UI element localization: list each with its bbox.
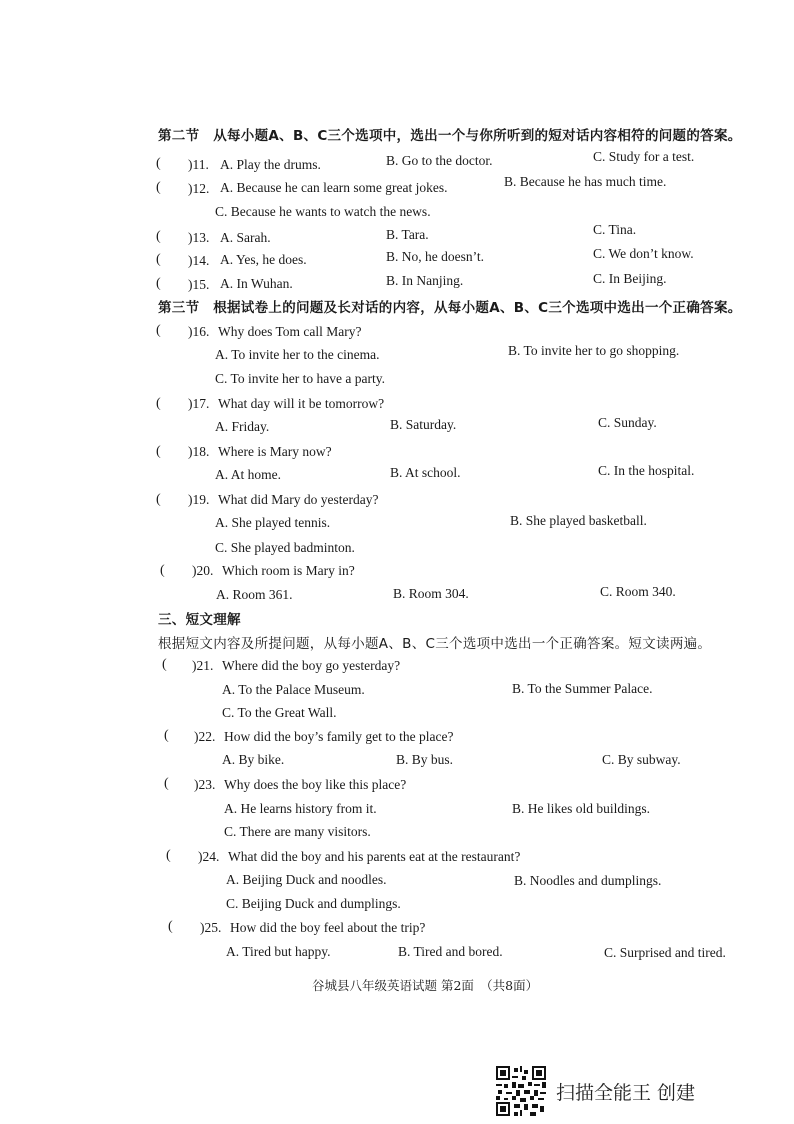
option-c: C. Because he wants to watch the news.: [215, 204, 431, 219]
option-a: A. Beijing Duck and noodles.: [226, 872, 387, 887]
question-text: What did the boy and his parents eat at the restaurant?: [228, 849, 521, 864]
question-text: Where is Mary now?: [218, 444, 332, 459]
option-a: A. Tired but happy.: [226, 944, 331, 959]
option-b: B. Tired and bored.: [398, 944, 503, 959]
option-c: C. We don’t know.: [593, 246, 694, 261]
option-b: B. He likes old buildings.: [512, 801, 650, 816]
option-c: C. There are many visitors.: [224, 824, 371, 839]
question-number: )20.: [192, 563, 214, 578]
option-a: A. Play the drums.: [220, 157, 321, 172]
question-text: Why does Tom call Mary?: [218, 324, 362, 339]
question-text: )16.: [188, 324, 210, 339]
question-number: )22.: [194, 729, 216, 744]
section-2-heading: 第二节 从每小题A、B、C三个选项中，选出一个与你所听到的短对话内容相符的问题的答案。: [158, 128, 742, 144]
section-3-heading: 第三节 根据试卷上的问题及长对话的内容，从每小题A、B、C三个选项中选出一个正确答案。: [158, 300, 742, 316]
answer-paren: (: [156, 180, 161, 195]
question-text: Why does the boy like this place?: [224, 777, 407, 792]
option-b: B. To invite her to go shopping.: [508, 343, 680, 358]
question-text: How did the boy feel about the trip?: [230, 920, 426, 935]
question-number: )13.: [188, 230, 210, 245]
answer-paren: (: [156, 492, 161, 507]
option-c: C. Sunday.: [598, 415, 657, 430]
question-number: )17.: [188, 396, 210, 411]
option-a: A. She played tennis.: [215, 515, 331, 530]
option-a: A. Sarah.: [220, 230, 271, 245]
option-a: A. In Wuhan.: [220, 276, 293, 291]
option-c: C. To the Great Wall.: [222, 705, 337, 720]
question-number: )11.: [188, 157, 209, 172]
question-text: Where did the boy go yesterday?: [222, 658, 401, 673]
option-b: B. She played basketball.: [510, 513, 647, 528]
answer-paren: (: [156, 396, 161, 411]
option-a: A. At home.: [215, 467, 281, 482]
option-a: A. Because he can learn some great jokes.: [220, 180, 448, 195]
option-b: B. At school.: [390, 465, 461, 480]
answer-paren: (: [164, 728, 169, 743]
option-c: C. Tina.: [593, 222, 637, 237]
option-b: B. Room 304.: [393, 586, 469, 601]
question-text: What did Mary do yesterday?: [218, 492, 379, 507]
answer-paren: (: [156, 156, 161, 171]
question-text: Which room is Mary in?: [222, 563, 355, 578]
option-c: C. Room 340.: [600, 584, 676, 599]
question-number: )21.: [192, 658, 214, 673]
answer-paren: (: [164, 776, 169, 791]
answer-paren: (: [162, 657, 167, 672]
part-3-instruction: 根据短文内容及所提问题，从每小题A、B、C三个选项中选出一个正确答案。短文读两遍。: [158, 636, 712, 652]
option-b: B. Noodles and dumplings.: [514, 873, 662, 888]
option-c: C. Study for a test.: [593, 149, 695, 164]
question-number: )12.: [188, 181, 210, 196]
option-a: A. Yes, he does.: [220, 252, 307, 267]
answer-paren: (: [166, 848, 171, 863]
option-a: A. Friday.: [215, 419, 270, 434]
scanner-brand-text: 扫描全能王 创建: [556, 1082, 696, 1104]
option-a: A. To the Palace Museum.: [222, 682, 365, 697]
option-c: C. In Beijing.: [593, 271, 667, 286]
option-c: C. Surprised and tired.: [604, 945, 726, 960]
option-b: B. Saturday.: [390, 417, 457, 432]
option-b: B. Because he has much time.: [504, 174, 667, 189]
option-a: A. To invite her to the cinema.: [215, 347, 380, 362]
answer-paren: (: [156, 276, 161, 291]
option-b: B. In Nanjing.: [386, 273, 464, 288]
page-footer: 谷城县八年级英语试题 第2面 （共8面）: [312, 978, 539, 993]
answer-paren: (: [160, 563, 165, 578]
option-b: B. Go to the doctor.: [386, 153, 493, 168]
question-number: )18.: [188, 444, 210, 459]
question-number: )19.: [188, 492, 210, 507]
option-a: A. By bike.: [222, 752, 285, 767]
option-b: B. Tara.: [386, 227, 429, 242]
option-c: C. She played badminton.: [215, 540, 355, 555]
question-number: )14.: [188, 253, 210, 268]
question-number: )15.: [188, 277, 210, 292]
option-b: B. To the Summer Palace.: [512, 681, 653, 696]
qr-code-icon: [496, 1066, 546, 1116]
answer-paren: (: [168, 919, 173, 934]
option-a: A. Room 361.: [216, 587, 293, 602]
answer-paren: (: [156, 323, 161, 338]
answer-paren: (: [156, 229, 161, 244]
question-number: )23.: [194, 777, 216, 792]
answer-paren: (: [156, 252, 161, 267]
question-number: )24.: [198, 849, 220, 864]
part-3-heading: 三、短文理解: [158, 612, 241, 628]
question-number: )25.: [200, 920, 222, 935]
question-text: How did the boy’s family get to the place?: [224, 729, 454, 744]
option-c: C. To invite her to have a party.: [215, 371, 386, 386]
answer-paren: (: [156, 444, 161, 459]
option-b: B. By bus.: [396, 752, 454, 767]
question-text: What day will it be tomorrow?: [218, 396, 385, 411]
option-b: B. No, he doesn’t.: [386, 249, 484, 264]
option-c: C. Beijing Duck and dumplings.: [226, 896, 401, 911]
option-c: C. By subway.: [602, 752, 681, 767]
option-c: C. In the hospital.: [598, 463, 695, 478]
option-a: A. He learns history from it.: [224, 801, 377, 816]
